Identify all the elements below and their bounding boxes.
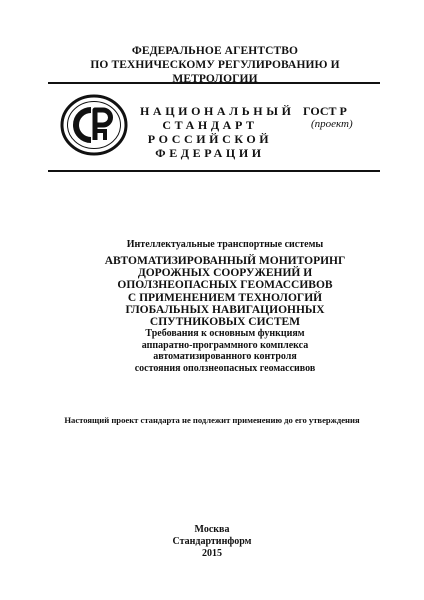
document-subtitle: Интеллектуальные транспортные системы (126, 239, 324, 250)
imprint-year: 2015 (202, 548, 222, 559)
requirements-line: автоматизированного контроля (153, 351, 297, 363)
requirements-title (90, 328, 360, 374)
draft-status: (проект) (311, 118, 353, 130)
agency-line: ПО ТЕХНИЧЕСКОМУ РЕГУЛИРОВАНИЮ И МЕТРОЛОГИИ (90, 59, 340, 85)
standard-code: ГОСТ Р (303, 104, 347, 118)
standard-line: РОССИЙСКОЙ (147, 132, 273, 146)
agency-line: ФЕДЕРАЛЬНОЕ АГЕНТСТВО (131, 45, 299, 57)
imprint-publisher: Стандартинформ (172, 536, 252, 547)
title-line: СПУТНИКОВЫХ СИСТЕМ (149, 316, 301, 329)
draft-notice: Настоящий проект стандарта не подлежит применению до его утверждения (64, 415, 360, 425)
title-line: АВТОМАТИЗИРОВАННЫЙ МОНИТОРИНГ (104, 255, 346, 267)
agency-name (50, 44, 380, 86)
requirements-line: состояния оползнеопасных геомассивов (134, 363, 316, 374)
title-line: ГЛОБАЛЬНЫХ НАВИГАЦИОННЫХ (125, 303, 325, 316)
standard-line: СТАНДАРТ (162, 118, 258, 132)
requirements-line: аппаратно-программного комплекса (141, 339, 309, 351)
title-line: ОПОЛЗНЕОПАСНЫХ ГЕОМАССИВОВ (117, 279, 333, 292)
imprint-city: Москва (194, 524, 230, 535)
standard-line: НАЦИОНАЛЬНЫЙ (140, 104, 295, 118)
imprint (150, 524, 274, 560)
gost-r-emblem-icon (60, 94, 128, 156)
bottom-divider (48, 170, 380, 172)
top-divider (48, 82, 380, 84)
standard-line: ФЕДЕРАЦИИ (155, 146, 265, 160)
document-title-block (90, 238, 360, 375)
title-line: ДОРОЖНЫХ СООРУЖЕНИЙ И (137, 267, 313, 280)
title-line: С ПРИМЕНЕНИЕМ ТЕХНОЛОГИЙ (127, 291, 323, 304)
national-standard-label (140, 104, 295, 160)
document-title (90, 255, 360, 328)
requirements-line: Требования к основным функциям (145, 328, 305, 340)
